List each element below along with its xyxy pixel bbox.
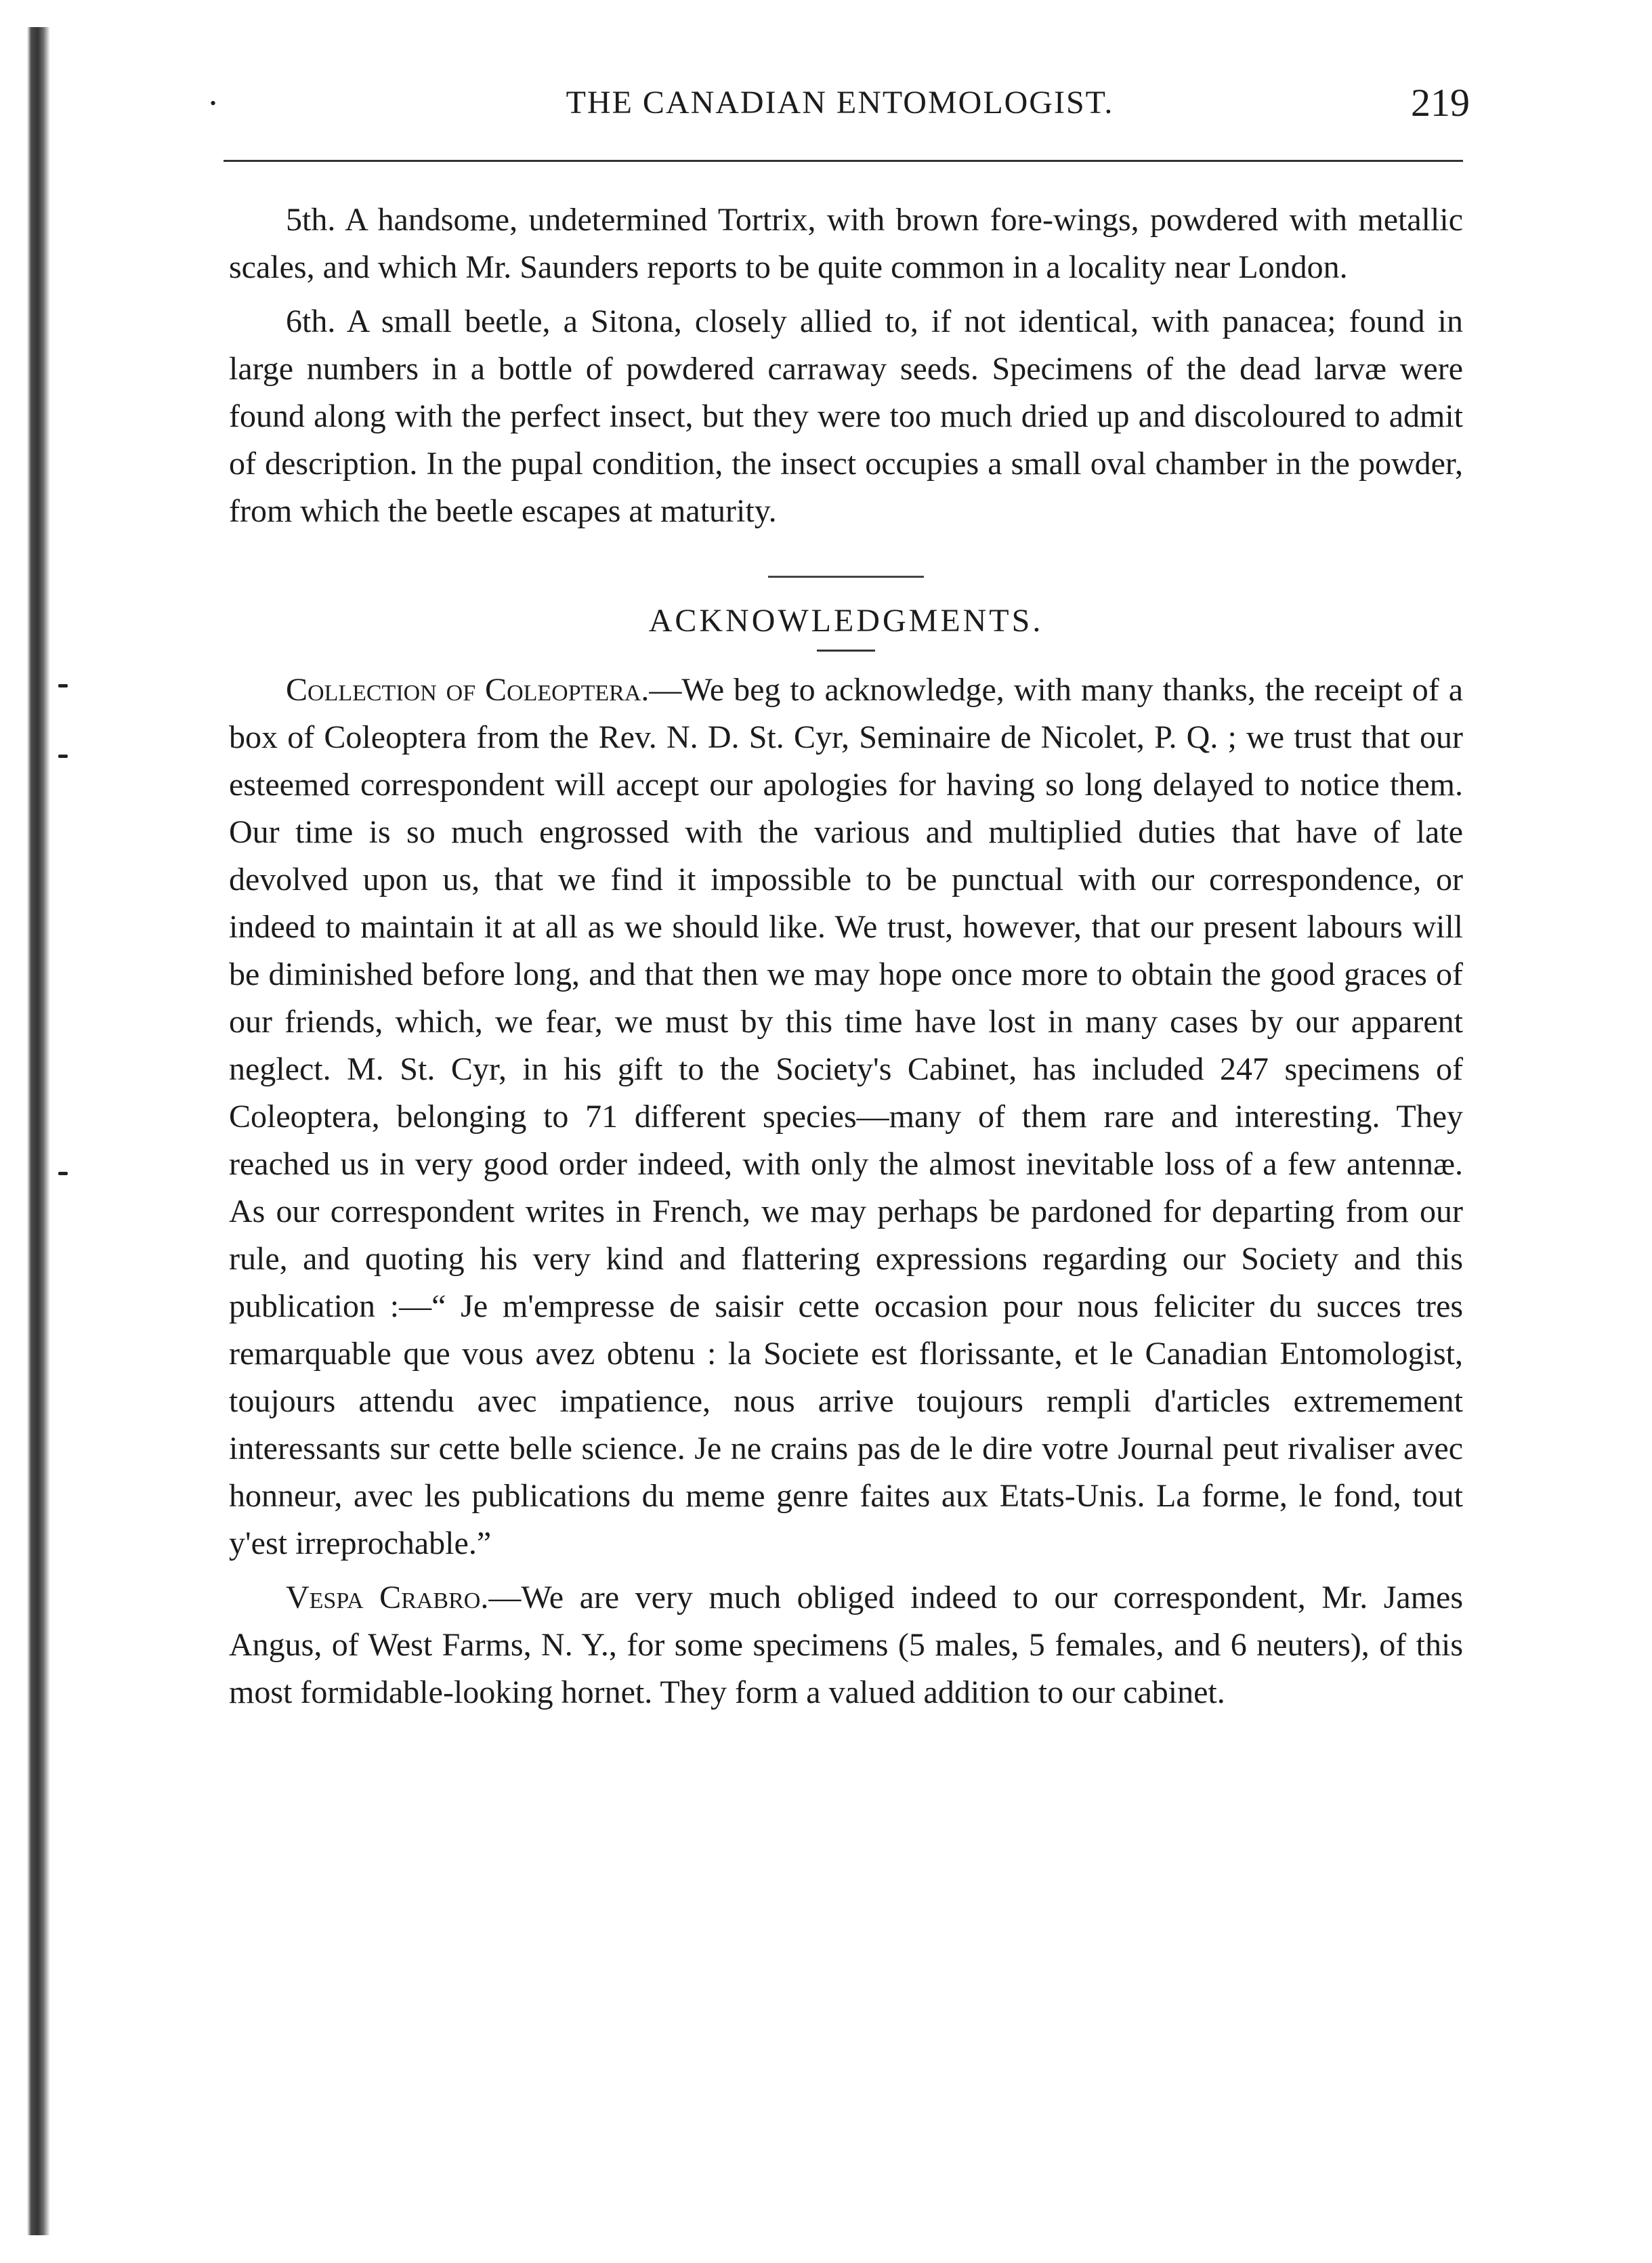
binding-mark [58,684,68,688]
paragraph-lead: Collection of Coleoptera. [286,672,650,708]
binding-mark [58,755,68,758]
page-binding-edge [27,27,50,2235]
section-heading: ACKNOWLEDGMENTS. [648,603,1044,639]
acknowledgment-paragraph [229,1574,1463,1716]
acknowledgment-paragraph [229,667,1463,1567]
binding-mark [58,1172,68,1175]
paragraph-lead: Vespa Crabro. [286,1580,489,1615]
list-item-5th: 5th. A handsome, undetermined Tortrix, with brown fore-wings, powdered with metallic scales, and which Mr. Saunders reports to be quite common in a locality near London. [229,202,1463,285]
running-title: THE CANADIAN ENTOMOLOGIST. [566,85,1114,121]
section-divider [768,576,924,578]
heading-rule [817,650,875,652]
header-bullet: • [210,93,217,113]
list-item-6th: 6th. A small beetle, a Sitona, closely allied to, if not identical, with panacea; found in large numbers in a bottle of powdered carraway seeds. Specimens of the dead larvæ were found along with the perfect insect, but they were too much dried up and discoloured to admit of description. In the pupal condition, the insect occupies a small oval chamber in the powder, from which the beetle escapes at maturity. [229,303,1463,529]
page-body [229,196,1463,1716]
running-header [210,76,1470,130]
header-rule [224,160,1463,162]
paragraph-text: —We beg to acknowledge, with many thanks, the receipt of a box of Coleoptera from the Rev. N. D. St. Cyr, Seminaire de Nicolet, P. Q. ; we trust that our esteemed correspondent will accept our apologies for having so long delayed to notice them. Our time is so much engrossed with the various and multiplied duties that have of late devolved upon us, that we find it impossible to be punctual with our correspondence, or indeed to maintain it at all as we should like. We trust, however, that our present labours will be diminished before long, and that then we may hope once more to obtain the good graces of our friends, which, we fear, we must by this time have lost in many cases by our apparent neglect. M. St. Cyr, in his gift to the Society's Cabinet, has included 247 specimens of Coleoptera, belonging to 71 different species—many of them rare and interesting. They reached us in very good order indeed, with only the almost inevitable loss of a few antennæ. As our correspondent writes in French, we may perhaps be pardoned for departing from our rule, and quoting his very kind and flattering expressions regarding our Society and this publication :—“ Je m'empresse de saisir cette occasion pour nous feliciter du succes tres remarquable que vous avez obtenu : la Societe est florissante, et le Canadian Entomologist, toujours attendu avec impatience, nous arrive toujours rempli d'articles extremement interessants sur cette belle science. Je ne crains pas de le dire votre Journal peut rivaliser avec honneur, avec les publications du meme genre faites aux Etats-Unis. La forme, le fond, tout y'est irreprochable.” [229,672,1463,1561]
page-number: 219 [1411,81,1470,125]
paragraph-text: —We are very much obliged indeed to our correspondent, Mr. James Angus, of West Farms, N. Y., for some specimens (5 males, 5 females, and 6 neuters), of this most formidable-looking hornet. They form a valued addition to our cabinet. [229,1580,1464,1710]
